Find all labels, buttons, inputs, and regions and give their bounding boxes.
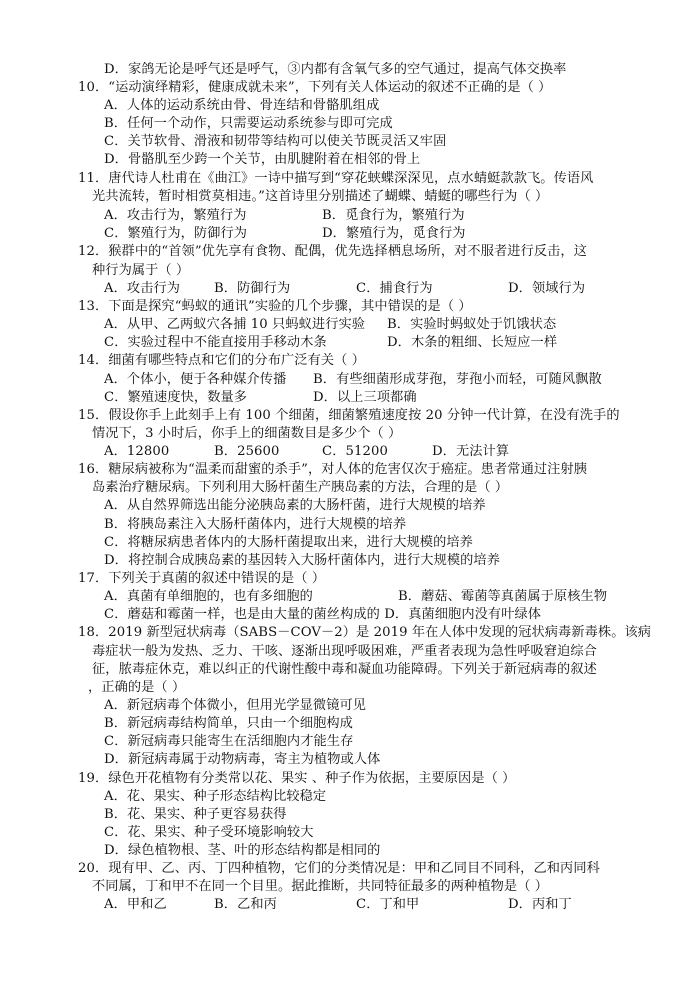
- q15-stem-line2: 情况下，3 小时后，你手上的细菌数目是多少个（ ）: [92, 426, 402, 441]
- q16-stem-line2: 岛素治疗糖尿病。下列利用大肠杆菌生产胰岛素的方法，合理的是（ ）: [92, 480, 509, 495]
- q16-option-d: D．将控制合成胰岛素的基因转入大肠杆菌体内，进行大规模的培养: [104, 553, 501, 568]
- q20-stem-line1: 20．现有甲、乙、丙、丁四种植物，它们的分类情况是：甲和乙同目不同科，乙和丙同科: [78, 861, 600, 876]
- q15-option-c: C．51200: [322, 444, 388, 459]
- q18-stem-line2: 毒症状一般为发热、乏力、干咳、逐渐出现呼吸困难，严重者表现为急性呼吸窘迫综合: [92, 644, 597, 659]
- q17-option-b: B．蘑菇、霉菌等真菌属于原核生物: [398, 589, 608, 604]
- q12-option-b: B．防御行为: [214, 281, 291, 296]
- q20-option-b: B．乙和丙: [214, 897, 277, 912]
- q14-stem: 14．细菌有哪些特点和它们的分布广泛有关（ ）: [78, 353, 366, 368]
- q14-option-d: D．以上三项都确: [313, 390, 417, 405]
- q12-option-d: D．领域行为: [508, 281, 586, 296]
- q13-option-b: B．实验时蚂蚁处于饥饿状态: [387, 317, 557, 332]
- q11-stem-line2: 光共流转，暂时相赏莫相违。”这首诗里分别描述了蝴蝶、蜻蜓的哪些行为（ ）: [92, 189, 549, 204]
- q20-option-c: C．丁和甲: [356, 897, 420, 912]
- q13-option-d: D．木条的粗细、长短应一样: [387, 335, 558, 350]
- q14-option-b: B．有些细菌形成芽孢，芽孢小而轻，可随风飘散: [313, 372, 602, 387]
- q15-option-d: D．无法计算: [432, 444, 510, 459]
- q11-option-c: C．繁殖行为，防御行为: [104, 226, 248, 241]
- q20-option-a: A．甲和乙: [104, 897, 167, 912]
- q10-option-d: D．骨骼肌至少跨一个关节，由肌腱附着在相邻的骨上: [104, 152, 421, 167]
- q12-stem-line2: 种行为属于（ ）: [92, 263, 190, 278]
- q9-option-d: D．家鸽无论是呼气还是呼气，③内都有含氧气多的空气通过，提高气体交换率: [104, 62, 567, 77]
- q15-stem-line1: 15．假设你手上此刻手上有 100 个细菌，细菌繁殖速度按 20 分钟一代计算，在没有洗手的: [78, 408, 620, 423]
- q15-option-a: A．12800: [104, 444, 170, 459]
- q12-option-a: A．攻击行为: [104, 281, 181, 296]
- q12-stem-line1: 12．猴群中的“首领”优先享有食物、配偶，优先选择栖息场所，对不服者进行反击，这: [78, 244, 588, 259]
- q13-stem: 13．下面是探究“蚂蚁的通讯”实验的几个步骤，其中错误的是（ ）: [78, 299, 472, 314]
- q18-stem-line4: ，正确的是（ ）: [88, 680, 186, 695]
- q12-option-c: C．捕食行为: [356, 281, 433, 296]
- q19-option-c: C．花、果实、种子受环境影响较大: [104, 825, 314, 840]
- q19-stem: 19．绿色开花植物有分类常以花、果实 、种子作为依据，主要原因是（ ）: [78, 771, 516, 786]
- q18-option-c: C．新冠病毒只能寄生在活细胞内才能生存: [104, 734, 354, 749]
- q18-option-a: A．新冠病毒个体微小，但用光学显微镜可见: [104, 698, 367, 713]
- q16-option-b: B．将胰岛素注入大肠杆菌体内，进行大规模的培养: [104, 517, 407, 532]
- q18-stem-line1: 18．2019 新型冠状病毒（SABS－COV－2）是 2019 年在人体中发现的冠状病毒新毒株。该病: [78, 625, 652, 640]
- q11-option-b: B．觅食行为，繁殖行为: [322, 208, 465, 223]
- q18-stem-line3: 征，脓毒症休克，难以纠正的代谢性酸中毒和凝血功能障碍。下列关于新冠病毒的叙述: [92, 662, 597, 677]
- q10-option-a: A．人体的运动系统由骨、骨连结和骨骼肌组成: [104, 98, 380, 113]
- q19-option-b: B．花、果实、种子更容易获得: [104, 807, 287, 822]
- q16-option-c: C．将糖尿病患者体内的大肠杆菌提取出来，进行大规模的培养: [104, 535, 473, 550]
- q14-option-c: C．繁殖速度快，数量多: [104, 390, 248, 405]
- q13-option-a: A．从甲、乙两蚁穴各捕 10 只蚂蚁进行实验: [104, 317, 366, 332]
- q17-stem: 17．下列关于真菌的叙述中错误的是（ ）: [78, 571, 326, 586]
- q20-option-d: D．丙和丁: [508, 897, 572, 912]
- q20-stem-line2: 不同属，丁和甲不在同一个目里。据此推断，共同特征最多的两种植物是（ ）: [92, 879, 549, 894]
- q18-option-b: B．新冠病毒结构简单，只由一个细胞构成: [104, 716, 353, 731]
- q14-option-a: A．个体小，便于各种媒介传播: [104, 372, 287, 387]
- q17-options-cd: C．蘑菇和霉菌一样，也是由大量的菌丝构成的 D．真菌细胞内没有叶绿体: [104, 607, 542, 622]
- q11-stem-line1: 11．唐代诗人杜甫在《曲江》一诗中描写到“穿花蛱蝶深深见，点水蜻蜓款款飞。传语风: [78, 171, 594, 186]
- q10-stem: 10．“运动演绎精彩，健康成就未来”，下列有关人体运动的叙述不正确的是（ ）: [78, 80, 552, 95]
- q19-option-d: D．绿色植物根、茎、叶的形态结构都是相同的: [104, 843, 381, 858]
- q16-stem-line1: 16．糖尿病被称为“温柔而甜蜜的杀手”，对人体的危害仅次于癌症。患者常通过注射胰: [78, 462, 588, 477]
- q10-option-b: B．任何一个动作，只需要运动系统参与即可完成: [104, 116, 393, 131]
- q10-option-c: C．关节软骨、滑液和韧带等结构可以使关节既灵活又牢固: [104, 134, 447, 149]
- q16-option-a: A．从自然界筛选出能分泌胰岛素的大肠杆菌，进行大规模的培养: [104, 498, 486, 513]
- q11-option-a: A．攻击行为，繁殖行为: [104, 208, 247, 223]
- q15-option-b: B．25600: [214, 444, 280, 459]
- q17-option-a: A．真菌有单细胞的，也有多细胞的: [104, 589, 313, 604]
- q19-option-a: A．花、果实、种子形态结构比较稳定: [104, 789, 327, 804]
- q13-option-c: C．实验过程中不能直接用手移动木条: [104, 335, 327, 350]
- q11-option-d: D．繁殖行为，觅食行为: [322, 226, 466, 241]
- q18-option-d: D．新冠病毒属于动物病毒，寄主为植物或人体: [104, 752, 381, 767]
